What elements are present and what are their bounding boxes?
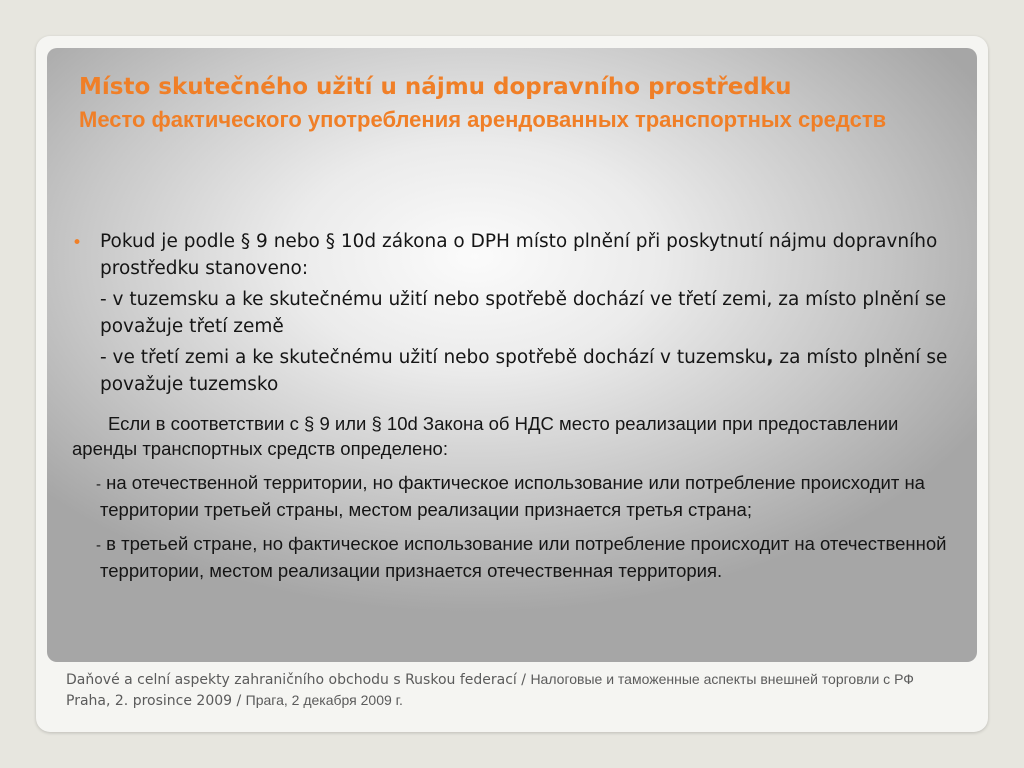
title-czech: Místo skutečného užití u nájmu dopravního prostředku (79, 74, 792, 100)
czech-intro-paragraph: Pokud je podle § 9 nebo § 10d zákona o DPH místo plnění při poskytnutí nájmu dopravního prostředku stanoveno: (100, 231, 938, 279)
czech-item-2-part-a: - ve třetí zemi a ke skutečnému užití nebo spotřebě dochází v tuzemsku (100, 347, 767, 368)
czech-item-2 (100, 344, 960, 398)
russian-item-1-dash: - (96, 476, 101, 493)
footer-line-1-czech: Daňové a celní aspekty zahraničního obchodu s Ruskou federací / (66, 672, 531, 688)
footer-line-2-czech: Praha, 2. prosince 2009 / (66, 693, 246, 709)
russian-item-2-dash: - (96, 537, 101, 554)
russian-item-2 (96, 531, 980, 583)
russian-item-1 (96, 470, 980, 522)
footer-line-1 (66, 669, 946, 690)
slide-footer (66, 669, 946, 711)
title-russian: Место фактического употребления арендованных транспортных средств (79, 107, 887, 132)
czech-item-2-comma: , (766, 347, 774, 368)
czech-item-1: - v tuzemsku a ke skutečnému užití nebo spotřebě dochází ve třetí zemi, za místo plnění se považuje třetí země (100, 289, 947, 337)
czech-item-2-part-b: za místo plnění se považuje tuzemsko (100, 347, 948, 395)
footer-line-2-russian: Прага, 2 декабря 2009 г. (245, 692, 403, 708)
slide-body (72, 228, 972, 583)
russian-intro-text: Если в соответствии с § 9 или § 10d Закона об НДС место реализации при предоставлении аренды транспортных средств определено: (72, 413, 899, 459)
russian-item-2-text: в третьей стране, но фактическое использование или потребление происходит на отечественной территории, местом реализации признается отечественная территория. (100, 533, 947, 581)
bullet-dot-icon: • (72, 233, 83, 253)
russian-item-1-text: на отечественной территории, но фактическое использование или потребление происходит на территории третьей страны, местом реализации признается третья страна; (100, 472, 925, 520)
footer-line-2 (66, 690, 946, 711)
footer-line-1-russian: Налоговые и таможенные аспекты внешней торговли с РФ (530, 671, 914, 687)
slide-title (79, 70, 979, 136)
russian-intro-paragraph (72, 411, 962, 461)
